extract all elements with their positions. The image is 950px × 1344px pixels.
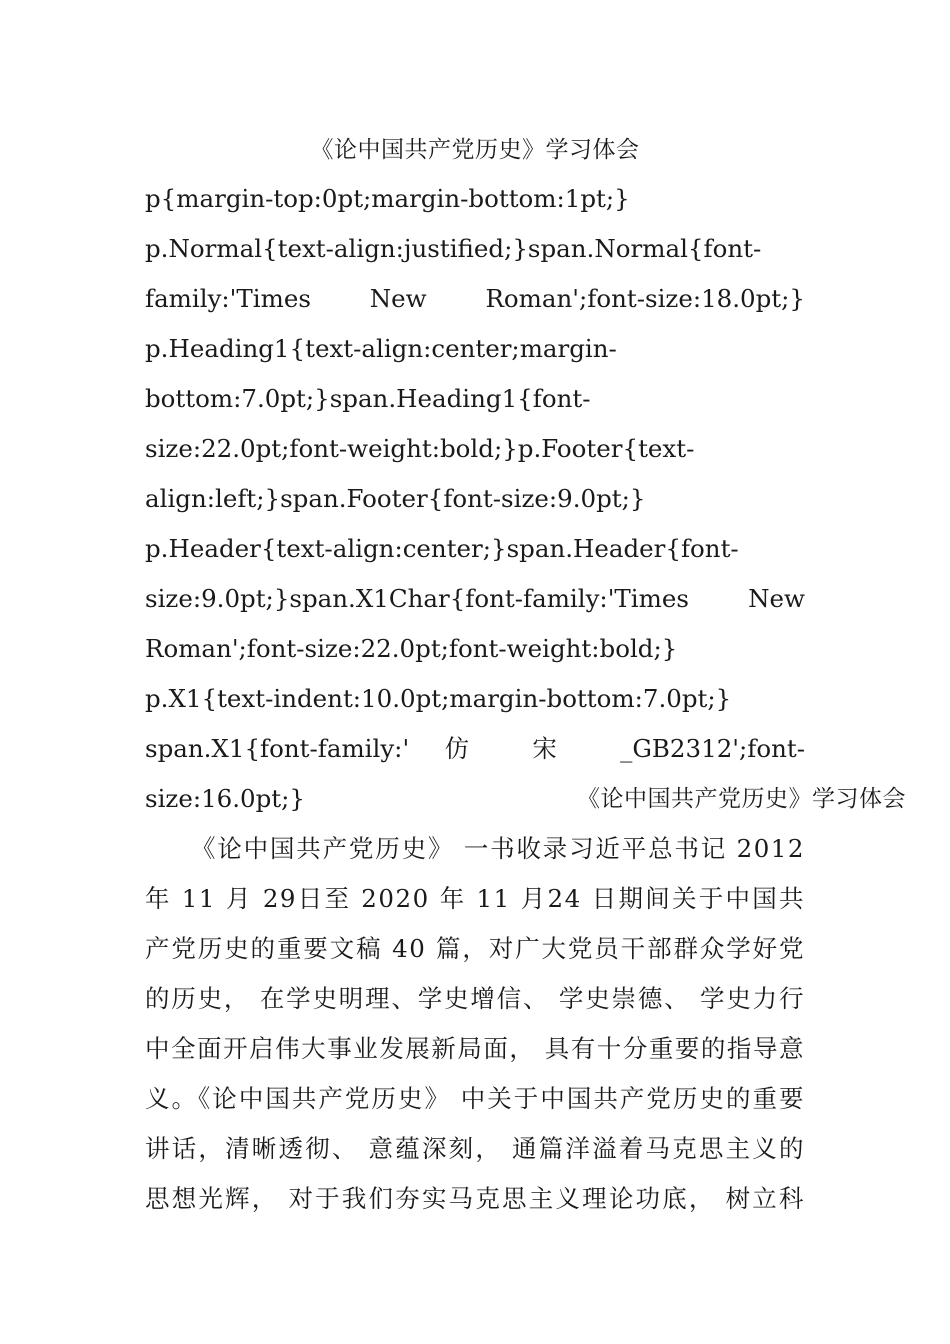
body-line-2: 年 11 月 29日至 2020 年 11 月24 日期间关于中国共 xyxy=(145,884,805,913)
body-line-3: 产党历史的重要文稿 40 篇，对广大党员干部群众学好党 xyxy=(145,934,805,963)
css-line-7: align:left;}span.Footer{font-size:9.0pt;} xyxy=(145,484,646,513)
css-line-4: p.Heading1{text-align:center;margin- xyxy=(145,334,617,363)
body-line-5: 中全面开启伟大事业发展新局面， 具有十分重要的指导意 xyxy=(145,1034,805,1063)
css-line-5: bottom:7.0pt;}span.Heading1{font- xyxy=(145,384,591,413)
body-line-8: 思想光辉， 对于我们夯实马克思主义理论功底， 树立科 xyxy=(145,1184,805,1213)
css-line-10: Roman';font-size:22.0pt;font-weight:bold;} xyxy=(145,634,678,663)
body-line-1: 《论中国共产党历史》 一书收录习近平总书记 2012 xyxy=(191,834,805,863)
inline-title: 《论中国共产党历史》学习体会 xyxy=(577,786,906,812)
css-line-2: p.Normal{text-align:justified;}span.Normal{font- xyxy=(145,234,762,263)
css-line-12: span.X1{font-family:' 仿 宋 _GB2312';font- xyxy=(145,734,805,763)
css-line-1: p{margin-top:0pt;margin-bottom:1pt;} xyxy=(145,184,630,213)
css-line-13-with-title xyxy=(145,774,906,824)
css-line-13: size:16.0pt;} xyxy=(145,784,305,813)
body-line-4: 的历史， 在学史明理、学史增信、 学史崇德、 学史力行 xyxy=(145,984,805,1013)
css-line-6: size:22.0pt;font-weight:bold;}p.Footer{text- xyxy=(145,434,695,463)
css-line-8: p.Header{text-align:center;}span.Header{font- xyxy=(145,534,739,563)
css-line-11: p.X1{text-indent:10.0pt;margin-bottom:7.0pt;} xyxy=(145,684,732,713)
document-title: 《论中国共产党历史》学习体会 xyxy=(310,137,640,163)
body-line-6: 义。《论中国共产党历史》 中关于中国共产党历史的重要 xyxy=(145,1084,805,1113)
css-line-3: family:'Times New Roman';font-size:18.0pt;} xyxy=(145,284,805,313)
css-line-9: size:9.0pt;}span.X1Char{font-family:'Times New xyxy=(145,584,805,613)
body-line-7: 讲话，清晰透彻、 意蕴深刻， 通篇洋溢着马克思主义的 xyxy=(145,1134,805,1163)
